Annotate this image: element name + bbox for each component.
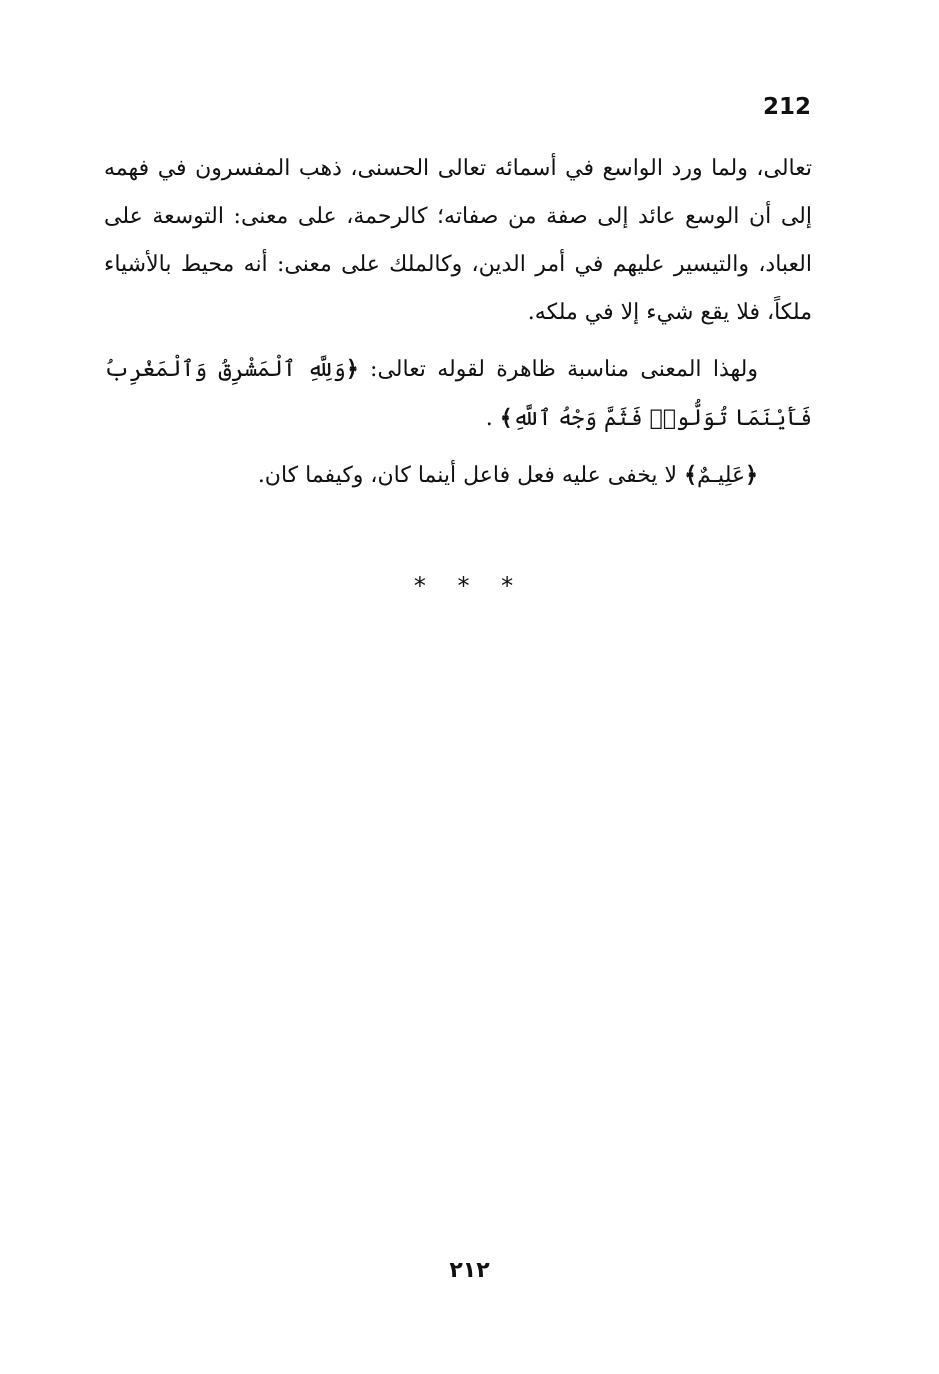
section-separator: * * * bbox=[413, 572, 526, 600]
quran-open-bracket: ﴿ bbox=[345, 356, 359, 382]
paragraph-2-intro: ولهذا المعنى مناسبة ظاهرة لقوله تعالى: bbox=[358, 357, 758, 382]
quran-verse: وَلِلَّهِ ٱلْمَشْرِقُ وَٱلْمَغْرِبُ فَأَيْنَمَا تُوَلُّوا۟ فَثَمَّ وَجْهُ ٱللَّهِ bbox=[104, 357, 812, 431]
paragraph-2-end: . bbox=[485, 406, 500, 431]
paragraph-3-rest: لا يخفى عليه فعل فاعل أينما كان، وكيفما كان. bbox=[257, 463, 685, 488]
page-number-bottom: ٢١٢ bbox=[449, 1258, 490, 1283]
paragraph-1: تعالى، ولما ورد الواسع في أسمائه تعالى الحسنى، ذهب المفسرون في فهمه إلى أن الوسع عائد إلى صفة من صفاته؛ كالرحمة، على معنى: التوسعة على العباد، والتيسير عليهم في أمر الدين، وكالملك على معنى: أنه محيط بالأشياء ملكاً، فلا يقع شيء إلا في ملكه. bbox=[104, 156, 812, 325]
page-number-top: 212 bbox=[762, 94, 811, 120]
quran-close-bracket: ﴾ bbox=[499, 405, 513, 431]
body-text bbox=[104, 145, 812, 500]
paragraph-2 bbox=[104, 345, 812, 443]
quran-close-bracket: ﴾ bbox=[684, 462, 697, 488]
quran-word: عَلِيـمٌ bbox=[696, 463, 746, 488]
quran-open-bracket: ﴿ bbox=[745, 462, 758, 488]
paragraph-3 bbox=[104, 451, 812, 500]
